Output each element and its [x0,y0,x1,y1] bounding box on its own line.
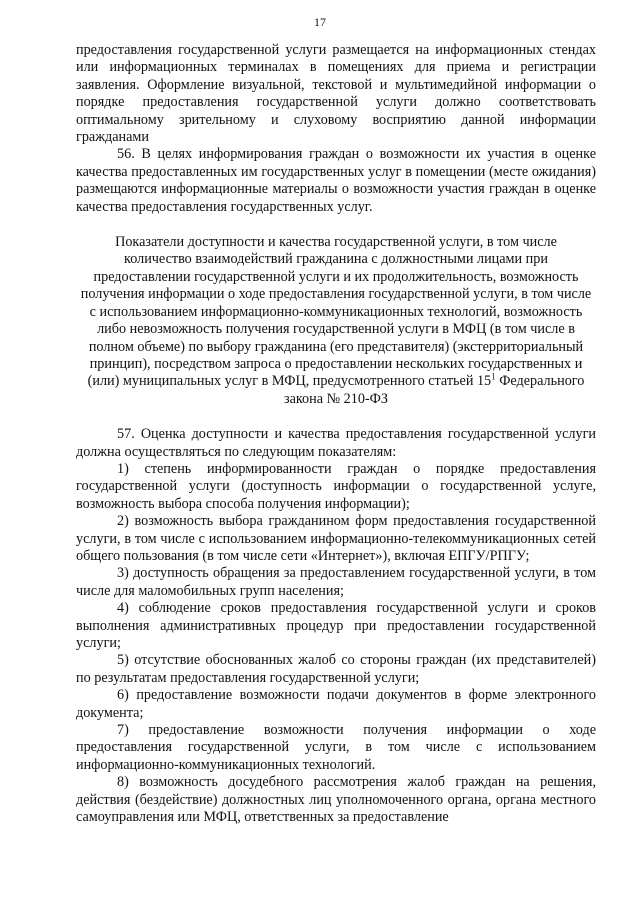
list-item: 5) отсутствие обоснованных жалоб со стороны граждан (их представителей) по результатам предоставления государственной услуги; [76,652,596,686]
paragraph-57-intro: 57. Оценка доступности и качества предоставления государственной услуги должна осуществляться по следующим показателям: [76,426,596,460]
paragraph-56: 56. В целях информирования граждан о возможности их участия в оценке качества предоставленных им государственных услуг в помещении (месте ожидания) размещаются информационные материалы о возможности участия граждан в оценке качества предоставления государственных услуг. [76,146,596,215]
heading-text: Показатели доступности и качества государственной услуги, в том числе количество взаимодействий гражданина с должностными лицами при предоставлении государственной услуги и их продолжительность, возможность получения информации о ходе предоставления государственной услуги, в том числе с использованием информационно-коммуникационных технологий, возможность либо невозможность получения государственной услуги в МФЦ (в том числе в полном объеме) по выбору гражданина (его представителя) (экстерриториальный принцип), посредством запроса о предоставлении нескольких государственных и (или) муниципальных услуг в МФЦ, предусмотренного статьей 15 [80,234,592,390]
list-item: 3) доступность обращения за предоставлением государственной услуги, в том числе для маломобильных групп населения; [76,565,596,599]
list-item: 2) возможность выбора гражданином форм предоставления государственной услуги, в том числе с использованием информационно-телекоммуникационных сетей общего пользования (в том числе сети «Интернет»), включая ЕПГУ/РПГУ; [76,513,596,564]
paragraph-continued: предоставления государственной услуги размещается на информационных стендах или информационных терминалах в помещениях для приема и регистрации заявления. Оформление визуальной, текстовой и мультимедийной информации о порядке предоставления государственной услуги должно соответствовать оптимальному зрительному и слуховому восприятию данной информации гражданами [76,42,596,146]
section-heading [76,234,596,408]
heading-superscript: 1 [491,371,496,382]
list-item: 7) предоставление возможности получения информации о ходе предоставления государственной услуги, в том числе с использованием информационно-коммуникационных технологий. [76,722,596,773]
document-body [76,42,596,826]
list-item: 6) предоставление возможности подачи документов в форме электронного документа; [76,687,596,721]
list-item: 1) степень информированности граждан о порядке предоставления государственной услуги (доступность информации о государственной услуге, возможность выбора способа получения информации); [76,460,596,512]
list-item: 8) возможность досудебного рассмотрения жалоб граждан на решения, действия (бездействие) должностных лиц уполномоченного органа, органа местного самоуправления или МФЦ, ответственных за предоставление [76,774,596,826]
heading-tail: Федерального закона № 210-ФЗ [283,373,585,407]
list-item: 4) соблюдение сроков предоставления государственной услуги и сроков выполнения административных процедур при предоставлении государственной услуги; [76,600,596,651]
page-number: 17 [314,15,326,29]
